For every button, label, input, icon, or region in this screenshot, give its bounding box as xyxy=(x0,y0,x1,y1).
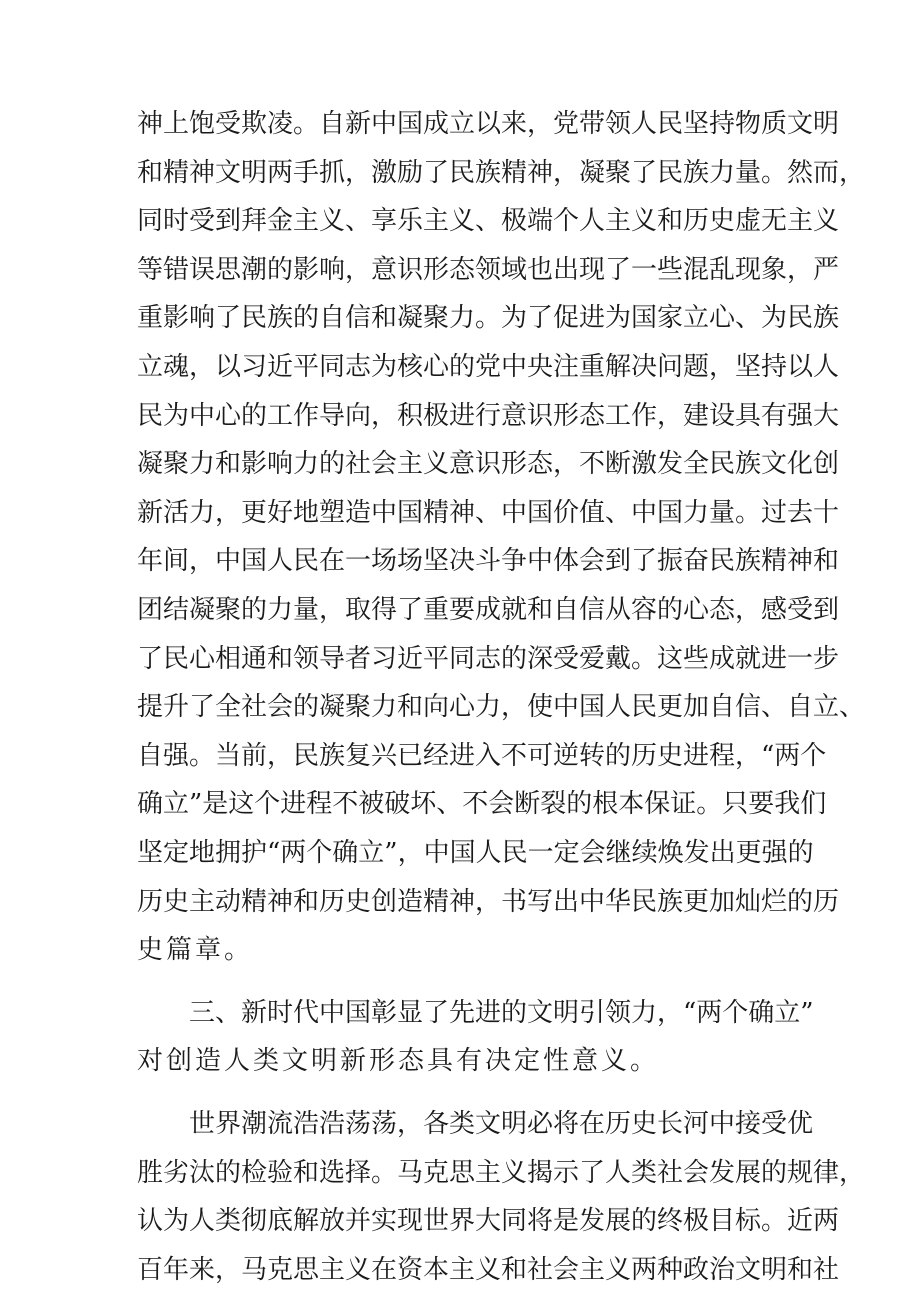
text-line: 确立”是这个进程不被破坏、不会断裂的根本保证。只要我们 xyxy=(137,789,827,819)
text-line: 史篇章。 xyxy=(137,935,254,965)
text-line: 自强。当前，民族复兴已经进入不可逆转的历史进程，“两个 xyxy=(137,741,827,771)
text-line: 年间，中国人民在一场场坚决斗争中体会到了振奋民族精神和 xyxy=(137,546,840,576)
text-line: 同时受到拜金主义、享乐主义、极端个人主义和历史虚无主义 xyxy=(137,206,840,236)
text-line: 重影响了民族的自信和凝聚力。为了促进为国家立心、为民族 xyxy=(137,303,840,333)
text-line: 等错误思潮的影响，意识形态领域也出现了一些混乱现象，严 xyxy=(137,255,840,285)
text-line: 坚定地拥护“两个确立”，中国人民一定会继续焕发出更强的 xyxy=(137,838,814,868)
text-line: 新活力，更好地塑造中国精神、中国价值、中国力量。过去十 xyxy=(137,498,840,528)
heading-line: 对创造人类文明新形态具有决定性意义。 xyxy=(137,1046,660,1076)
text-line: 提升了全社会的凝聚力和向心力，使中国人民更加自信、自立、 xyxy=(137,692,866,722)
text-line: 世界潮流浩浩荡荡，各类文明必将在历史长河中接受优 xyxy=(189,1109,814,1139)
text-line: 百年来，马克思主义在资本主义和社会主义两种政治文明和社 xyxy=(137,1255,840,1285)
text-line: 历史主动精神和历史创造精神，书写出中华民族更加灿烂的历 xyxy=(137,887,840,917)
text-line: 凝聚力和影响力的社会主义意识形态，不断激发全民族文化创 xyxy=(137,449,840,479)
heading-line: 三、新时代中国彰显了先进的文明引领力，“两个确立” xyxy=(189,998,814,1028)
text-line: 认为人类彻底解放并实现世界大同将是发展的终极目标。近两 xyxy=(137,1206,840,1236)
text-line: 立魂，以习近平同志为核心的党中央注重解决问题，坚持以人 xyxy=(137,352,840,382)
text-line: 团结凝聚的力量，取得了重要成就和自信从容的心态，感受到 xyxy=(137,595,840,625)
text-line: 胜劣汰的检验和选择。马克思主义揭示了人类社会发展的规律， xyxy=(137,1158,866,1188)
text-line: 神上饱受欺凌。自新中国成立以来，党带领人民坚持物质文明 xyxy=(137,109,840,139)
text-line: 和精神文明两手抓，激励了民族精神，凝聚了民族力量。然而， xyxy=(137,158,866,188)
text-line: 了民心相通和领导者习近平同志的深受爱戴。这些成就进一步 xyxy=(137,644,840,674)
text-line: 民为中心的工作导向，积极进行意识形态工作，建设具有强大 xyxy=(137,401,840,431)
